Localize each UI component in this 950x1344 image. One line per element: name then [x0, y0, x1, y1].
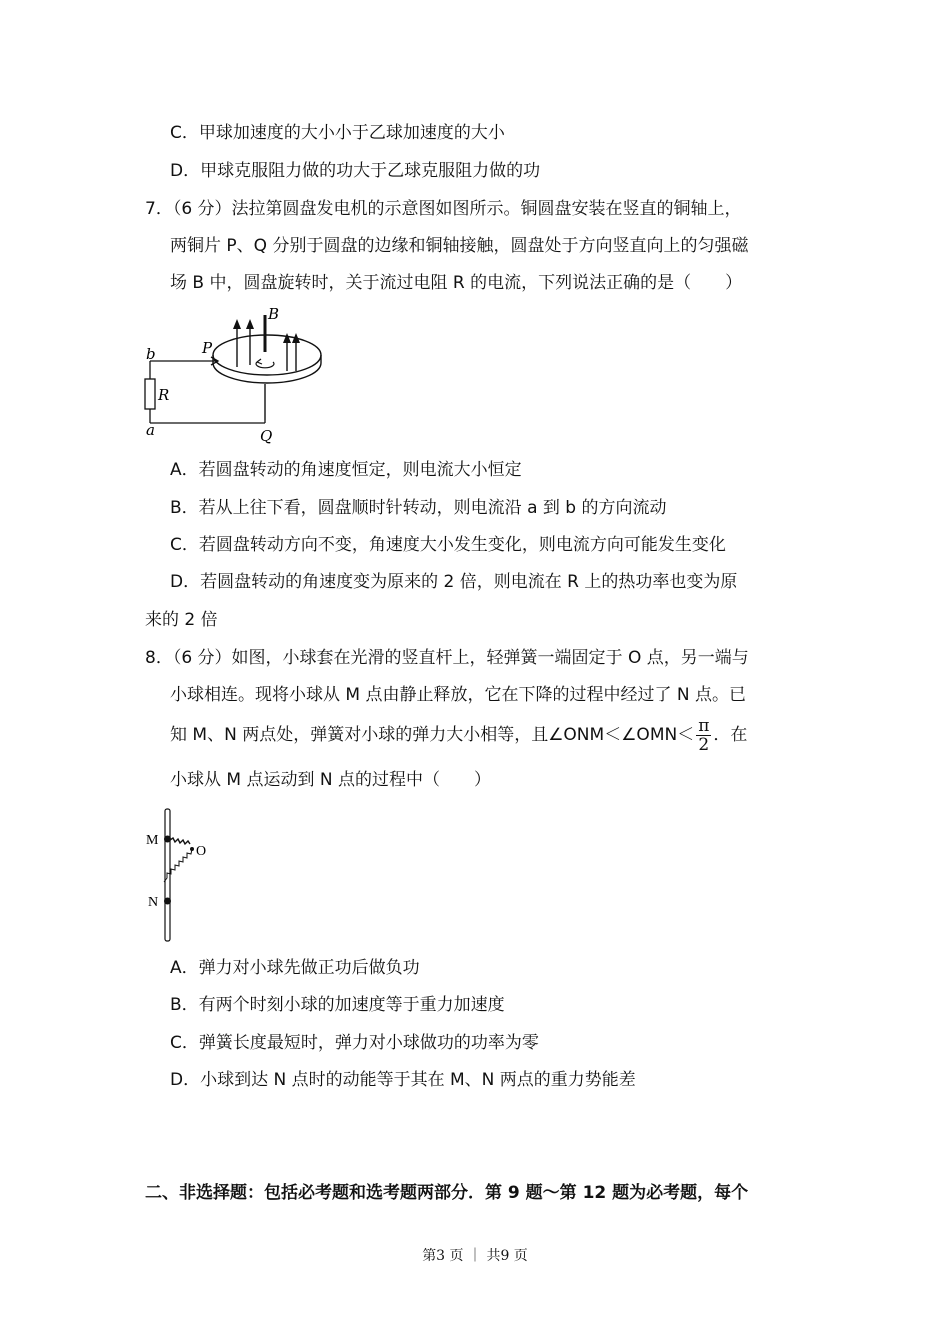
label-r: R	[158, 386, 170, 404]
label-m: M	[146, 833, 159, 848]
q7-option-d-line2: 来的 2 倍	[145, 610, 218, 630]
q8-option-c: C．弹簧长度最短时，弹力对小球做功的功率为零	[170, 1033, 539, 1053]
q7-stem-line2: 两铜片 P、Q 分别于圆盘的边缘和铜轴接触，圆盘处于方向竖直向上的匀强磁	[170, 236, 749, 256]
q7-stem-line3: 场 B 中，圆盘旋转时，关于流过电阻 R 的电流，下列说法正确的是（ ）	[170, 273, 743, 293]
q8-stem-line4: 小球从 M 点运动到 N 点的过程中（ ）	[170, 770, 491, 790]
label-a: a	[146, 421, 155, 439]
q7-option-a: A．若圆盘转动的角速度恒定，则电流大小恒定	[170, 460, 522, 480]
page-footer: 第3 页 ｜ 共9 页	[422, 1248, 528, 1264]
q6-option-d: D．甲球克服阻力做的功大于乙球克服阻力做的功	[170, 161, 541, 181]
fraction-denominator: 2	[698, 734, 710, 755]
q8-option-b: B．有两个时刻小球的加速度等于重力加速度	[170, 995, 505, 1015]
q8-stem-line3-tail: ．在	[713, 725, 748, 745]
label-b-field: B	[268, 305, 280, 323]
q8-stem-line3-text: 知 M、N 两点处，弹簧对小球的弹力大小相等，且∠ONM＜∠OMN＜	[170, 725, 695, 745]
q6-option-c: C．甲球加速度的大小小于乙球加速度的大小	[170, 123, 505, 143]
q7-option-c: C．若圆盘转动方向不变，角速度大小发生变化，则电流方向可能发生变化	[170, 535, 726, 555]
rod-spring-figure	[140, 805, 230, 945]
q8-option-a: A．弹力对小球先做正功后做负功	[170, 958, 420, 978]
q8-stem-line2: 小球相连。现将小球从 M 点由静止释放，它在下降的过程中经过了 N 点。已	[170, 685, 746, 705]
pi-over-two-fraction	[696, 717, 711, 754]
section-2-heading: 二、非选择题：包括必考题和选考题两部分．第 9 题～第 12 题为必考题，每个	[145, 1183, 749, 1203]
q7-option-d-line1: D．若圆盘转动的角速度变为原来的 2 倍，则电流在 R 上的热功率也变为原	[170, 572, 738, 592]
label-p: P	[202, 339, 213, 357]
q8-option-d: D．小球到达 N 点时的动能等于其在 M、N 两点的重力势能差	[170, 1070, 636, 1090]
q7-stem-line1: 7．（6 分）法拉第圆盘发电机的示意图如图所示。铜圆盘安装在竖直的铜轴上，	[145, 199, 742, 219]
label-q: Q	[260, 427, 273, 445]
label-b: b	[146, 345, 156, 363]
faraday-disk-figure	[140, 305, 340, 450]
label-n: N	[148, 895, 159, 910]
label-o: O	[196, 844, 207, 859]
fraction-numerator: π	[698, 715, 710, 736]
q8-stem-line1: 8．（6 分）如图，小球套在光滑的竖直杆上，轻弹簧一端固定于 O 点，另一端与	[145, 648, 749, 668]
q7-option-b: B．若从上往下看，圆盘顺时针转动，则电流沿 a 到 b 的方向流动	[170, 498, 667, 518]
q8-stem-line3	[170, 715, 747, 755]
